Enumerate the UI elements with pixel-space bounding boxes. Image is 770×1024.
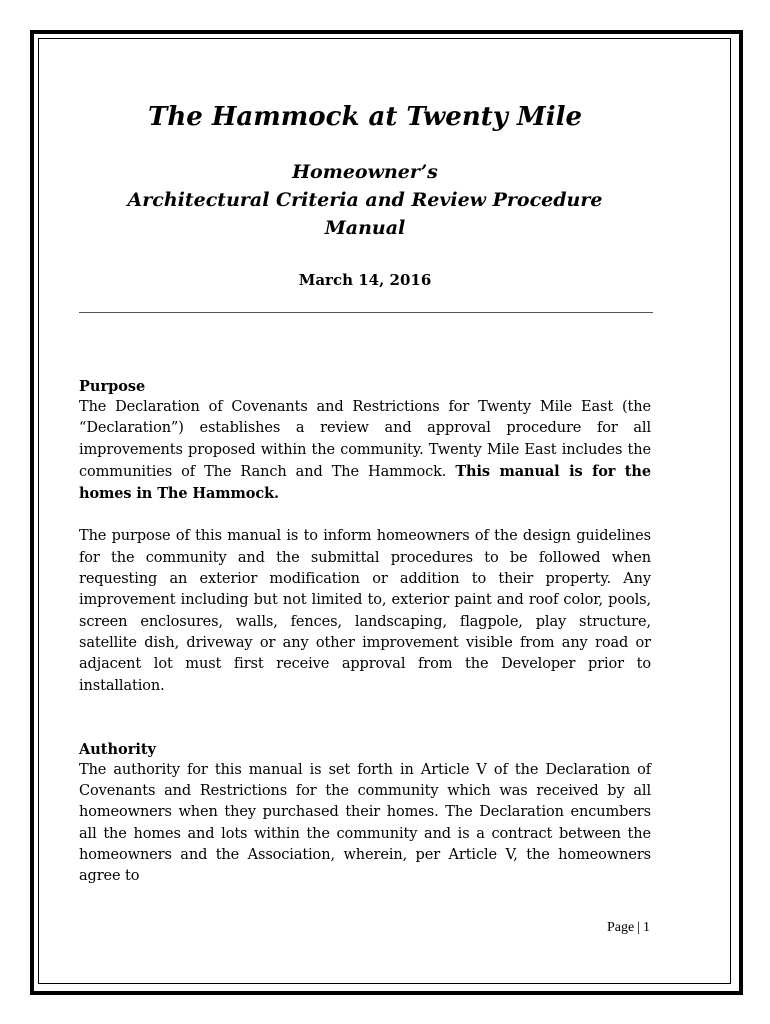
document-content [79,100,651,888]
document-date: March 14, 2016 [298,271,432,289]
horizontal-divider [79,312,653,313]
page-number: 1 [643,920,650,935]
purpose-paragraph-1-text: The Declaration of Covenants and Restrictions for Twenty Mile East (the “Declaration”) establishes a review and approval procedure for all improvements proposed within the community. Twenty Mile East includes the communities of The Ranch and The Hammock. [79,399,651,480]
page-footer [560,920,650,936]
subtitle-line-3: Manual [324,217,406,239]
document-subtitle [79,158,651,242]
purpose-section [79,376,651,697]
purpose-paragraph-1-bold: This manual is for the homes in The Hammock. [79,462,651,503]
subtitle-line-2: Architectural Criteria and Review Procedure [127,189,603,211]
purpose-paragraph-2: The purpose of this manual is to inform homeowners of the design guidelines for the community and the submittal procedures to be followed when requesting an exterior modification or addition to their property. Any improvement including but not limited to, exterior paint and roof color, pools, screen enclosures, walls, fences, landscaping, flagpole, play structure, satellite dish, driveway or any other improvement visible from any road or adjacent lot must first receive approval from the Developer prior to installation. [79,528,651,694]
purpose-heading: Purpose [79,378,146,395]
document-title: The Hammock at Twenty Mile [148,102,582,132]
authority-heading: Authority [79,740,156,758]
authority-section [79,739,651,888]
authority-paragraph: The authority for this manual is set forth in Article V of the Declaration of Covenants and Restrictions for the community which was received by all homeowners when they purchased their homes. The Declaration encumbers all the homes and lots within the community and is a contract between the homeowners and the Association, wherein, per Article V, the homeowners agree to [79,761,651,885]
subtitle-line-1: Homeowner’s [292,161,438,183]
purpose-paragraph-1 [79,397,651,505]
page-separator: | [637,920,640,935]
page-label: Page [606,920,635,935]
